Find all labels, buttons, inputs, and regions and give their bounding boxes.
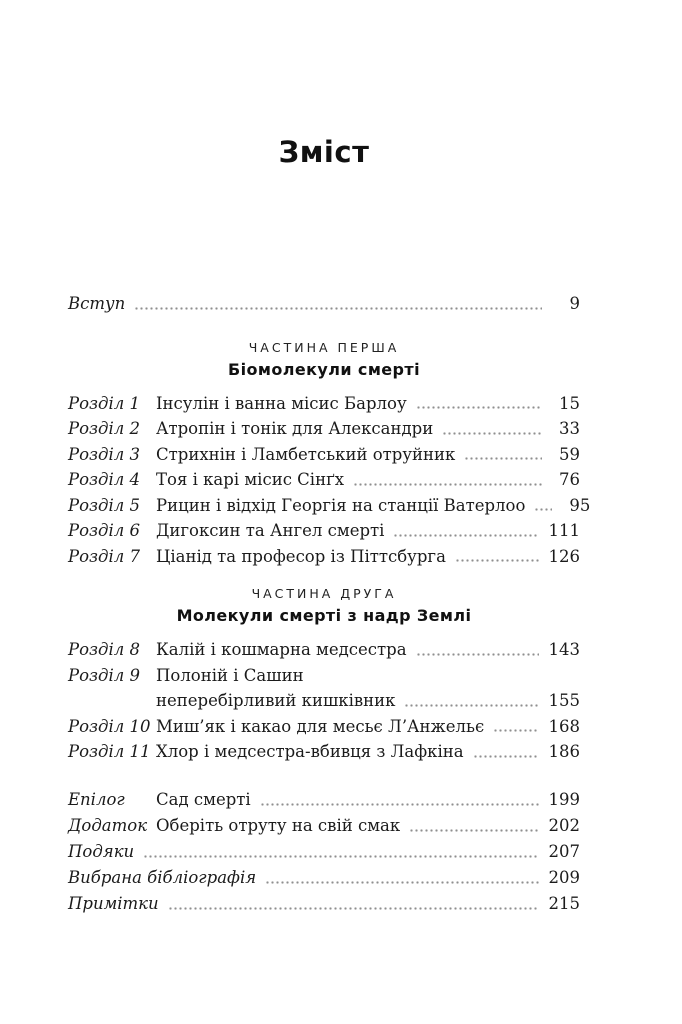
page-number: 168 <box>548 716 580 736</box>
toc-row <box>68 544 580 570</box>
chapter-title: Калій і кошмарна медсестра <box>156 640 407 659</box>
entry-label: Примітки <box>68 893 159 913</box>
chapter-label: Розділ 8 <box>68 640 141 659</box>
page-number: 15 <box>559 393 580 413</box>
entry-label: Вступ <box>68 294 126 313</box>
chapter-label: Розділ 9 <box>68 665 141 685</box>
dotted-leader <box>473 755 539 758</box>
chapter-title: Дигоксин та Ангел смерті <box>156 521 385 540</box>
chapter-title: Ціанід та професор із Піттсбурга <box>156 546 446 566</box>
chapter-label: Розділ 2 <box>68 419 141 438</box>
page-number: 111 <box>548 521 580 540</box>
toc-row <box>68 865 580 891</box>
page-number: 9 <box>569 294 580 313</box>
page-number: 76 <box>559 470 580 489</box>
chapter-label: Розділ 4 <box>68 470 141 489</box>
chapter-title: Рицин і відхід Георгія на станції Ватерлоо <box>156 495 526 515</box>
chapter-title: Миш’як і какао для месьє Л’Анжельє <box>156 716 485 736</box>
chapter-label: Розділ 10 <box>68 716 151 736</box>
dotted-leader <box>143 855 538 858</box>
dotted-leader <box>534 508 552 511</box>
toc-row <box>68 839 580 865</box>
toc-row <box>68 714 580 740</box>
page-number: 209 <box>548 867 580 887</box>
dotted-leader <box>416 653 539 656</box>
chapter-title: Хлор і медсестра-вбивця з Лафкіна <box>156 742 464 761</box>
chapter-label: Розділ 3 <box>68 444 141 464</box>
chapter-title: Стрихнін і Ламбетський отруйник <box>156 444 456 464</box>
entry-title: Сад смерті <box>156 789 251 809</box>
chapter-title: Тоя і карі місис Сінґх <box>156 470 345 489</box>
page-number: 59 <box>559 444 580 464</box>
toc-row <box>68 739 580 765</box>
toc-row <box>68 663 580 689</box>
toc-row-intro <box>68 291 580 317</box>
page-number: 186 <box>548 742 580 761</box>
dotted-leader <box>393 534 538 537</box>
chapter-label: Розділ 7 <box>68 546 141 566</box>
dotted-leader <box>404 704 538 707</box>
dotted-leader <box>409 829 538 832</box>
toc-row <box>68 416 580 442</box>
dotted-leader <box>464 457 542 460</box>
page-number: 215 <box>548 893 580 913</box>
part-kicker: ЧАСТИНА ДРУГА <box>251 586 397 601</box>
toc-row <box>68 518 580 544</box>
chapter-title-line2: неперебірливий кишківник <box>156 691 396 710</box>
toc-row <box>68 637 580 663</box>
dotted-leader <box>353 483 542 486</box>
chapter-title: Інсулін і ванна місис Барлоу <box>156 393 407 413</box>
dotted-leader <box>260 803 539 806</box>
dotted-leader <box>493 729 538 732</box>
toc-intro-section <box>68 291 580 317</box>
page-number: 143 <box>548 640 580 659</box>
back-matter-section <box>68 787 580 917</box>
page-number: 155 <box>548 691 580 710</box>
entry-label: Епілог <box>68 789 125 809</box>
toc-row-continuation <box>68 688 580 714</box>
toc-row <box>68 891 580 917</box>
dotted-leader <box>416 406 542 409</box>
chapter-title: Атропін і тонік для Александри <box>156 419 434 438</box>
chapter-label: Розділ 6 <box>68 521 141 540</box>
page-number: 199 <box>548 789 580 809</box>
chapter-list-part1 <box>68 391 591 570</box>
part-heading: Молекули смерті з надр Землі <box>176 606 472 625</box>
toc-row <box>68 391 580 417</box>
dotted-leader <box>442 432 542 435</box>
dotted-leader <box>168 907 539 910</box>
page-number: 202 <box>548 815 580 835</box>
page-number: 95 <box>569 495 591 515</box>
entry-label: Вибрана бібліографія <box>68 867 257 887</box>
page-number: 207 <box>548 841 580 861</box>
page-title: Зміст <box>278 135 370 169</box>
toc-row <box>68 813 580 839</box>
part-kicker: ЧАСТИНА ПЕРША <box>248 339 400 355</box>
toc-row <box>68 442 580 468</box>
page-number: 126 <box>548 546 580 566</box>
chapter-label: Розділ 1 <box>68 393 141 413</box>
entry-label: Додаток <box>68 815 148 835</box>
chapter-list-part2 <box>68 637 580 765</box>
toc-row <box>68 467 580 493</box>
part-heading: Біомолекули смерті <box>228 359 420 379</box>
toc-row <box>68 787 580 813</box>
page-number: 33 <box>559 419 580 438</box>
chapter-label: Розділ 5 <box>68 495 141 515</box>
dotted-leader <box>265 881 538 884</box>
entry-label: Подяки <box>68 841 135 861</box>
entry-title: Оберіть отруту на свій смак <box>156 815 401 835</box>
dotted-leader <box>455 559 539 562</box>
dotted-leader <box>134 307 542 310</box>
chapter-title: Полоній і Сашин <box>156 665 304 685</box>
toc-row <box>68 493 591 519</box>
chapter-label: Розділ 11 <box>68 742 151 761</box>
